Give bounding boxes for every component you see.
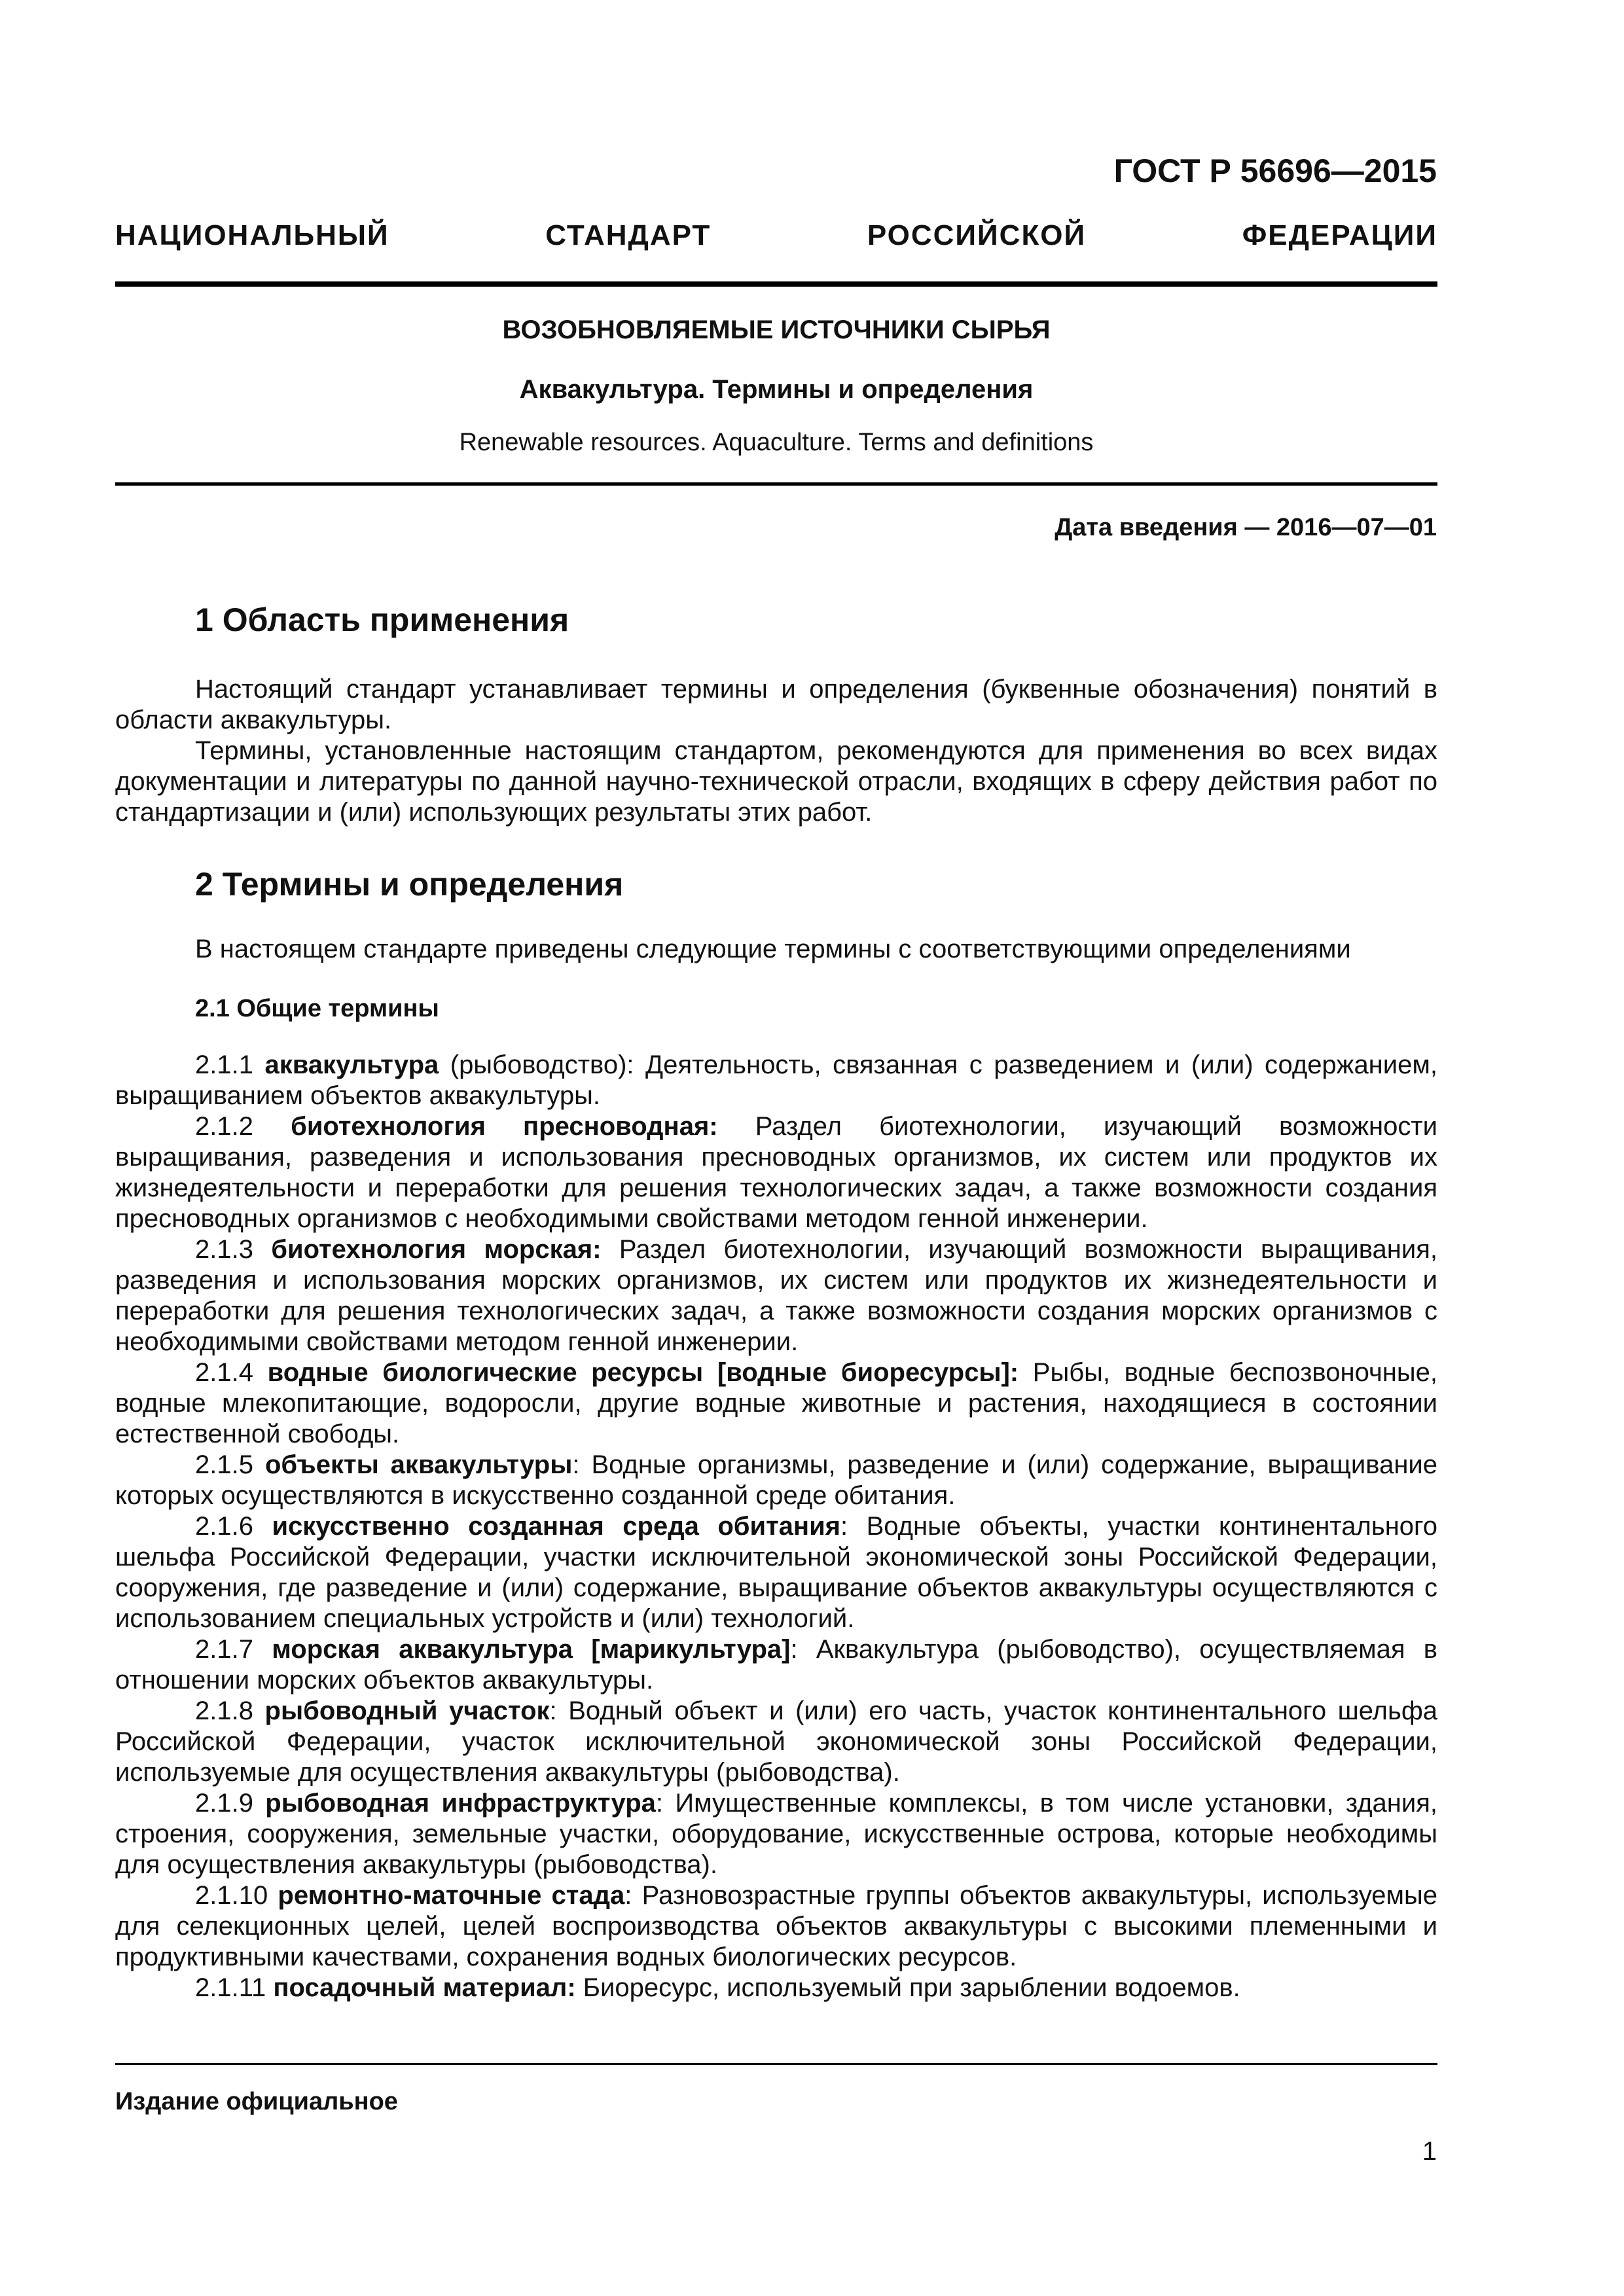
term-name: рыбоводная инфраструктура [265,1789,656,1818]
term-name: биотехнология пресноводная: [291,1112,718,1141]
term-suffix: : [549,1696,557,1725]
term-number: 2.1.7 [195,1635,253,1664]
term-definition: Имущественные комплексы, в том числе установки, здания, строения, сооружения, земельные участки, оборудование, искусственные острова, которые необходимы для осуществления аквакультуры (рыбоводства). [115,1789,1437,1879]
paragraph: Термины, установленные настоящим стандартом, рекомендуются для применения во всех видах документации и литературы по данной научно-технической отрасли, входящих в сферу действия работ по стандартизации и (или) использующих результаты этих работ. [115,736,1437,827]
english-title: Renewable resources. Aquaculture. Terms and definitions [459,429,1094,456]
standard-type: НАЦИОНАЛЬНЫЙ СТАНДАРТ РОССИЙСКОЙ ФЕДЕРАЦИИ [115,219,1437,251]
term-name: морская аквакультура [марикультура] [272,1635,791,1664]
term-list [115,1050,1437,2003]
term-suffix: : [840,1512,848,1541]
term-definition: Деятельность, связанная с разведением и (или) содержанием, выращиванием объектов аквакультуры. [115,1050,1437,1110]
term-number: 2.1.2 [195,1112,253,1141]
term-entry [115,1234,1437,1357]
term-definition: Водные организмы, разведение и (или) содержание, выращивание которых осуществляются в искусственно созданной среде обитания. [115,1450,1437,1510]
term-entry [115,1973,1437,2003]
term-number: 2.1.5 [195,1450,253,1479]
edition-label: Издание официальное [115,2088,398,2115]
term-name: рыбоводный участок [264,1696,550,1725]
term-entry [115,1880,1437,1973]
term-entry [115,1696,1437,1788]
term-number: 2.1.9 [195,1789,253,1818]
term-number: 2.1.11 [195,1973,266,2002]
term-entry [115,1357,1437,1450]
term-definition: Водные объекты, участки континентального шельфа Российской Федерации, участки исключительной экономической зоны Российской Федерации, сооружения, где разведение и (или) содержание, выращивание объектов аквакультуры осуществляются с использованием специальных устройств и (или) технологий. [115,1512,1437,1633]
term-suffix: (рыбоводство): [439,1050,634,1079]
term-suffix: : [572,1450,580,1479]
term-suffix: : [655,1789,663,1818]
term-entry [115,1050,1437,1111]
term-name: искусственно созданная среда обитания [272,1512,840,1541]
term-number: 2.1.4 [195,1358,253,1387]
page-number: 1 [1422,2137,1437,2166]
section-2-heading: 2 Термины и определения [195,866,624,903]
main-title: ВОЗОБНОВЛЯЕМЫЕ ИСТОЧНИКИ СЫРЬЯ [502,315,1051,344]
term-definition: Рыбы, водные беспозвоночные, водные млекопитающие, водоросли, другие водные животные и растения, находящиеся в состоянии естественной свободы. [115,1358,1437,1448]
term-number: 2.1.10 [195,1881,268,1910]
term-definition: Раздел биотехнологии, изучающий возможности выращивания, разведения и использования пресноводных организмов, их систем или продуктов их жизнедеятельности и переработки для решения технологических задач, а также возможности создания пресноводных организмов с необходимыми свойствами методом генной инженерии. [115,1112,1438,1233]
section-1-heading: 1 Область применения [195,601,569,638]
term-suffix: : [790,1635,798,1664]
term-definition: Биоресурс, используемый при зарыблении водоемов. [575,1973,1240,2002]
introduction-date: Дата введения — 2016—07—01 [1055,514,1437,541]
term-number: 2.1.6 [195,1512,253,1541]
term-name: объекты аквакультуры [264,1450,573,1479]
term-definition: Разновозрастные группы объектов аквакультуры, используемые для селекционных целей, целей воспроизводства объектов аквакультуры с высокими племенными и продуктивными качествами, сохранения водных биологических ресурсов. [115,1881,1437,1971]
sub-title: Аквакультура. Термины и определения [519,375,1034,404]
title-divider [115,482,1437,486]
term-entry [115,1788,1437,1880]
subsection-heading: 2.1 Общие термины [195,995,439,1022]
section-2-intro: В настоящем стандарте приведены следующие термины с соответствующими определениями [195,935,1351,963]
gost-number: ГОСТ Р 56696—2015 [1113,152,1437,189]
footer-divider [115,2063,1437,2065]
term-suffix: : [624,1881,632,1910]
paragraph: Настоящий стандарт устанавливает термины и определения (буквенные обозначения) понятий в области аквакультуры. [115,675,1437,734]
term-name: биотехнология морская: [271,1235,602,1264]
term-definition: Аквакультура (рыбоводство), осуществляемая в отношении морских объектов аквакультуры. [115,1635,1438,1695]
term-definition: Раздел биотехнологии, изучающий возможности выращивания, разведения и использования морских организмов, их систем или продуктов их жизнедеятельности и переработки для решения технологических задач, а также возможности создания морских организмов с необходимыми свойствами методом генной инженерии. [115,1235,1437,1356]
term-name: ремонтно-маточные стада [278,1881,625,1910]
term-entry [115,1511,1437,1634]
term-number: 2.1.8 [195,1696,253,1725]
term-name: водные биологические ресурсы [водные биоресурсы]: [267,1358,1019,1387]
term-entry [115,1450,1437,1511]
section-1-body [115,674,1437,828]
term-number: 2.1.1 [195,1050,253,1079]
term-entry [115,1111,1437,1234]
term-definition: Водный объект и (или) его часть, участок континентального шельфа Российской Федерации, участок исключительной экономической зоны Российской Федерации, используемые для осуществления аквакультуры (рыбоводства). [115,1696,1438,1787]
term-name: аквакультура [264,1050,439,1079]
term-name: посадочный материал: [273,1973,576,2002]
term-entry [115,1634,1437,1696]
term-number: 2.1.3 [195,1235,253,1264]
top-divider [115,281,1437,287]
